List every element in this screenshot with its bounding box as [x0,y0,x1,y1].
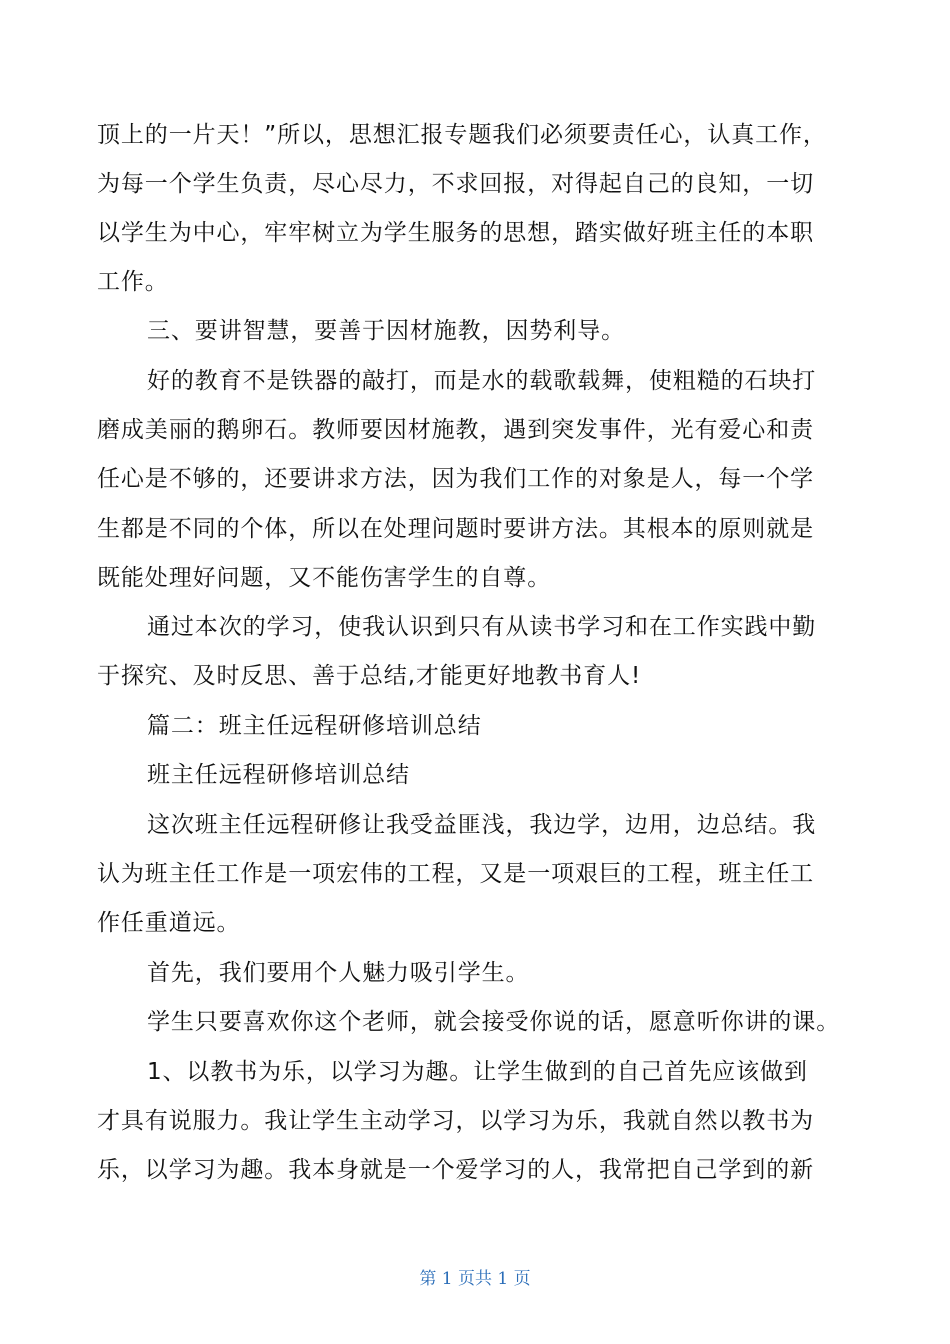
text-line: 磨成美丽的鹅卵石。教师要因材施教，遇到突发事件，光有爱心和责 [97,417,814,443]
list-item-text: 1、以教书为乐，以学习为趣。让学生做到的自己首先应该做到 [147,1059,808,1085]
text-line: 学生只要喜欢你这个老师，就会接受你说的话，愿意听你讲的课。 [147,1009,841,1035]
text-line: 这次班主任远程研修让我受益匪浅，我边学，边用，边总结。我 [147,812,817,838]
text-line: 于探究、及时反思、善于总结,才能更好地教书育人! [97,663,642,689]
part-title: 班主任远程研修培训总结 [147,762,410,788]
page-number-footer: 第 1 页共 1 页 [419,1269,531,1289]
text-line: 既能处理好问题，又不能伤害学生的自尊。 [97,565,552,591]
text-line: 为每一个学生负责，尽心尽力，不求回报，对得起自己的良知，一切 [97,171,814,197]
text-line: 才具有说服力。我让学生主动学习，以学习为乐，我就自然以教书为 [97,1108,814,1134]
text-line: 好的教育不是铁器的敲打，而是水的载歌载舞，使粗糙的石块打 [147,368,817,394]
text-line: 工作。 [97,269,169,295]
text-line: 顶上的一片天！”所以，思想汇报专题我们必须要责任心，认真工作， [97,122,827,148]
text-line: 生都是不同的个体，所以在处理问题时要讲方法。其根本的原则就是 [97,516,814,542]
text-line: 通过本次的学习，使我认识到只有从读书学习和在工作实践中勤 [147,614,817,640]
text-line: 任心是不够的，还要讲求方法，因为我们工作的对象是人，每一个学 [97,466,814,492]
text-line: 作任重道远。 [97,910,241,936]
text-line: 认为班主任工作是一项宏伟的工程，又是一项艰巨的工程，班主任工 [97,861,814,887]
part-heading: 篇二：班主任远程研修培训总结 [147,713,482,739]
section-heading: 三、要讲智慧，要善于因材施教，因势利导。 [147,318,625,344]
text-line: 乐，以学习为趣。我本身就是一个爱学习的人，我常把自己学到的新 [97,1157,814,1183]
text-line: 以学生为中心，牢牢树立为学生服务的思想，踏实做好班主任的本职 [97,220,814,246]
text-line: 首先，我们要用个人魅力吸引学生。 [147,960,530,986]
